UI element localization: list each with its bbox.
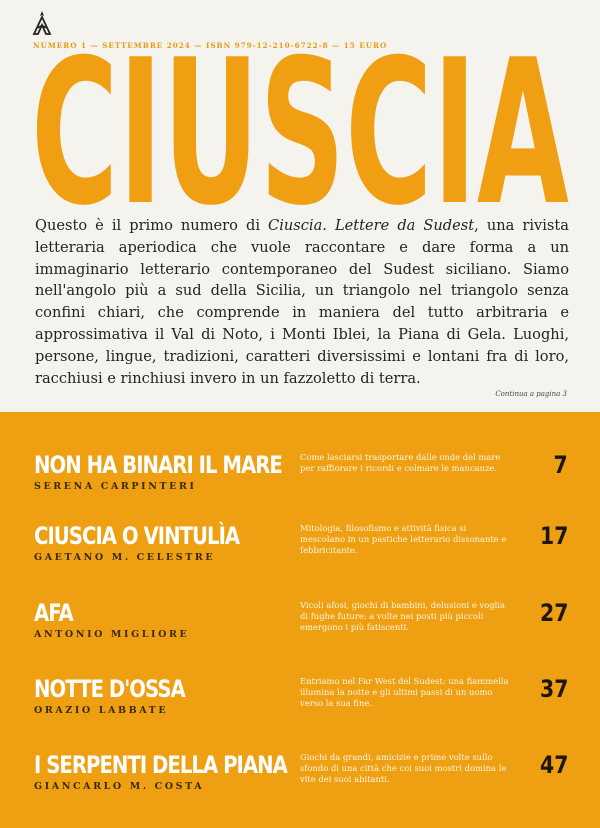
story-author: ANTONIO MIGLIORE (34, 629, 190, 640)
svg-text:CIUSCIA: CIUSCIA (31, 30, 569, 210)
toc-entry[interactable] (0, 598, 600, 668)
story-title[interactable]: I SERPENTI DELLA PIANA (34, 751, 287, 779)
continue-note: Continua a pagina 3 (495, 390, 567, 398)
story-title[interactable]: AFA (34, 599, 73, 627)
toc-entry[interactable] (0, 750, 600, 820)
story-author: GAETANO M. CELESTRE (34, 552, 216, 563)
story-title[interactable]: CIUSCIA O VINTULÌA (34, 522, 240, 550)
page-number: 47 (539, 751, 568, 779)
story-author: SERENA CARPINTERI (34, 481, 197, 492)
page-number: 37 (539, 675, 568, 703)
toc-entry[interactable] (0, 521, 600, 591)
story-title[interactable]: NOTTE D'OSSA (34, 675, 185, 703)
story-description: Vicoli afosi, giochi di bambini, delusioni e voglia di fughe future: a volte nei posti più piccoli emergono i più fatiscenti. (300, 600, 505, 632)
story-author: GIANCARLO M. COSTA (34, 781, 205, 792)
intro-paragraph: Questo è il primo numero di Ciuscia. Lettere da Sudest, una rivista letteraria aperiodica che vuole raccontare e dare forma a un immaginario letterario contemporaneo del Sudest siciliano. Siamo nell'angolo più a sud della Sicilia, un triangolo nel triangolo senza confini chiari, che comprende in maniera del tutto arbitraria e approssimativa il Val di Noto, i Monti Iblei, la Piana di Gela. Luoghi, persone, lingue, tradizioni, caratteri diversissimi e lontani fra di loro, racchiusi e rinchiusi invero in un fazzoletto di terra. (35, 217, 569, 387)
toc-entry[interactable] (0, 674, 600, 744)
story-author: ORAZIO LABBATE (34, 705, 169, 716)
story-title[interactable]: NON HA BINARI IL MARE (34, 451, 282, 479)
toc-entry[interactable] (0, 450, 600, 520)
table-of-contents (0, 412, 600, 828)
issue-meta-line: NUMERO 1 — SETTEMBRE 2024 — ISBN 979-12-210-6722-8 — 15 EURO (33, 41, 388, 50)
story-description: Giochi da grandi, amicizie e prime volte sullo sfondo di una città che coi suoi mostri domina le vite dei suoi abitanti. (300, 752, 507, 784)
cover-top (0, 0, 600, 412)
story-description: Come lasciarsi trasportare dalle onde del mare per raffiorare i ricordi e colmare le mancanze. (300, 452, 501, 473)
page-number: 7 (553, 451, 568, 479)
story-description: Mitologia, filosofismo e attività fisica si mescolano in un pastiche letterario dissonante e febbricitante. (300, 523, 507, 555)
page-number: 17 (539, 522, 568, 550)
story-description: Entriamo nel Far West del Sudest: una fiammella illumina la notte e gli ultimi passi di un uomo verso la sua fine. (300, 676, 509, 708)
page-number: 27 (539, 599, 568, 627)
magazine-name: Ciuscia. Lettere da Sudest (268, 217, 475, 234)
masthead-title (30, 30, 570, 210)
